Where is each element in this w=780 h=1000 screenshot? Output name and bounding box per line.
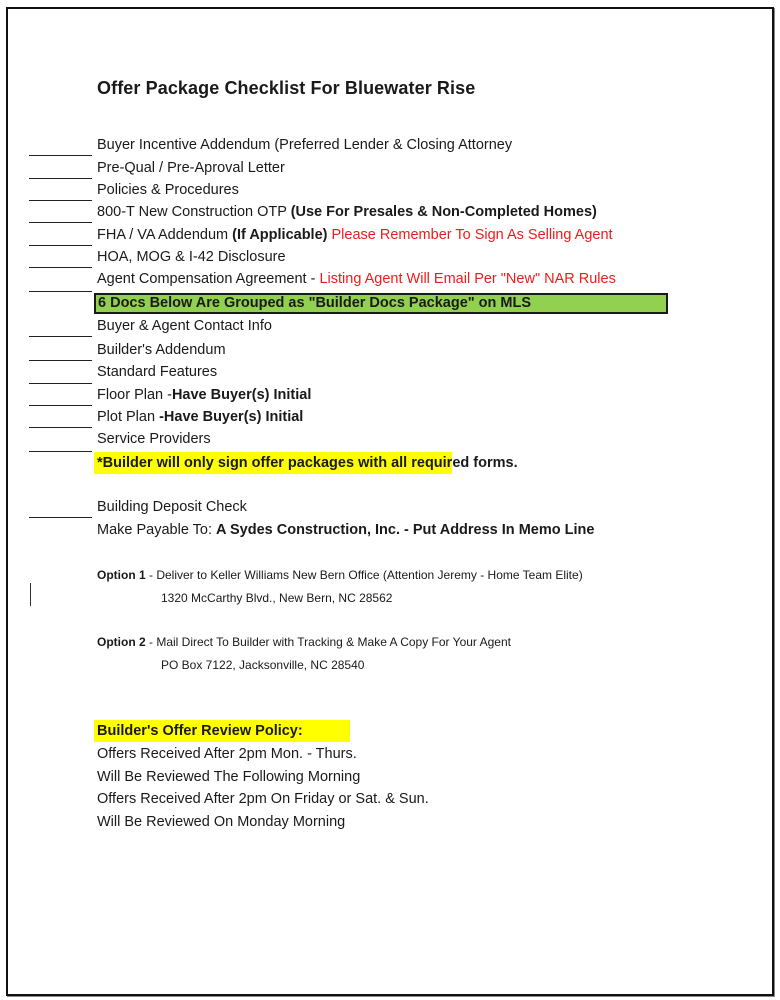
checkbox-blank-line[interactable]: [29, 267, 92, 268]
checkbox-blank-line[interactable]: [29, 336, 92, 337]
page-title: Offer Package Checklist For Bluewater Rise: [97, 78, 476, 98]
checklist-item: 800-T New Construction OTP (Use For Presales & Non-Completed Homes): [97, 204, 597, 220]
checklist-item: Builder's Addendum: [97, 342, 226, 358]
builder-docs-banner: 6 Docs Below Are Grouped as "Builder Docs Package" on MLS: [94, 293, 668, 314]
review-policy-line: Will Be Reviewed On Monday Morning: [97, 814, 346, 830]
option-2-line: Option 2 - Mail Direct To Builder with Tracking & Make A Copy For Your Agent: [97, 635, 511, 649]
checklist-item: Policies & Procedures: [97, 182, 239, 198]
checkbox-blank-line[interactable]: [29, 360, 92, 361]
deposit-check-label: Building Deposit Check: [97, 499, 247, 515]
checkbox-blank-line[interactable]: [29, 405, 92, 406]
checklist-item: Floor Plan -Have Buyer(s) Initial: [97, 387, 312, 403]
payable-to-line: Make Payable To: A Sydes Construction, Inc. - Put Address In Memo Line: [97, 522, 595, 538]
checklist-item: Buyer & Agent Contact Info: [97, 318, 272, 334]
required-forms-note: *Builder will only sign offer packages with all required forms.: [94, 452, 452, 474]
checkbox-blank-line[interactable]: [29, 200, 92, 201]
checkbox-blank-line[interactable]: [29, 383, 92, 384]
option-1-address: 1320 McCarthy Blvd., New Bern, NC 28562: [161, 591, 393, 605]
checkbox-blank-line[interactable]: [29, 178, 92, 179]
checkbox-blank-line[interactable]: [29, 222, 92, 223]
checklist-item: Buyer Incentive Addendum (Preferred Lender & Closing Attorney: [97, 137, 513, 153]
option-2-address: PO Box 7122, Jacksonville, NC 28540: [161, 658, 365, 672]
checkbox-blank-line[interactable]: [29, 451, 92, 452]
checklist-item: Plot Plan -Have Buyer(s) Initial: [97, 409, 304, 425]
checkbox-blank-line[interactable]: [29, 291, 92, 292]
checklist-item: Pre-Qual / Pre-Aproval Letter: [97, 160, 285, 176]
review-policy-line: Offers Received After 2pm Mon. - Thurs.: [97, 746, 357, 762]
checkbox-blank-line[interactable]: [29, 517, 92, 518]
checklist-item: Agent Compensation Agreement - Listing Agent Will Email Per "New" NAR Rules: [97, 271, 616, 287]
review-policy-heading: Builder's Offer Review Policy:: [94, 720, 350, 742]
checklist-item: Service Providers: [97, 431, 211, 447]
checkbox-blank-line[interactable]: [29, 155, 92, 156]
review-policy-line: Offers Received After 2pm On Friday or Sat. & Sun.: [97, 791, 429, 807]
checklist-item: FHA / VA Addendum (If Applicable) Please Remember To Sign As Selling Agent: [97, 227, 613, 243]
checklist-item: HOA, MOG & I-42 Disclosure: [97, 249, 286, 265]
checkbox-blank-line[interactable]: [29, 427, 92, 428]
checkbox-blank-line[interactable]: [29, 245, 92, 246]
checklist-item: Standard Features: [97, 364, 218, 380]
review-policy-line: Will Be Reviewed The Following Morning: [97, 769, 361, 785]
text-cursor: [30, 583, 31, 606]
option-1-line: Option 1 - Deliver to Keller Williams New Bern Office (Attention Jeremy - Home Team Elite): [97, 568, 583, 582]
